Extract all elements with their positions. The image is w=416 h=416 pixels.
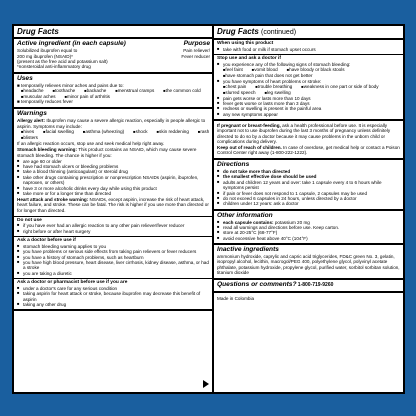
directions-item-bold: ■ do not take more than directed <box>217 169 400 174</box>
allergy-alert-label: Allergy alert: <box>17 118 46 124</box>
bleed-sign: ■ have bloody or black stools <box>287 67 345 73</box>
uses-item: ■ toothache <box>53 88 76 94</box>
ask-doctor-item: ■ you have problems or serious side effects from taking pain relievers or fever reducers <box>17 249 210 254</box>
ask-doctor-item: ■ you have a history of stomach problems, such as heartburn <box>17 255 210 260</box>
pregnancy-label: If pregnant or breast-feeding, <box>217 122 281 128</box>
ask-pharmacist-section <box>14 279 213 311</box>
keep-out-text: In case of overdose, get medical help or contact a Poison Control Center right away (1-800-222-1222). <box>217 144 400 156</box>
when-using-section <box>214 40 403 55</box>
when-using-heading: When using this product <box>217 41 274 47</box>
capsule-contains-label: each capsule contains: <box>223 219 274 225</box>
uses-heading: Uses <box>17 74 33 82</box>
capsule-contains-text: potassium 20 mg <box>274 219 310 225</box>
allergy-item: ■ blisters <box>21 135 38 141</box>
active-line-3: (present as the free acid and potassium salt) <box>17 59 108 65</box>
directions-item: ■ children under 12 years: ask a doctor <box>217 201 400 206</box>
pregnancy-text: ask a health professional before use. It is especially important not to use ibuprofen during the last 3 months of pregnancy unless definitely directed to do so by a doctor because it may cause problems in the unborn child or complications during delivery. <box>217 122 391 144</box>
allergy-item: ■ facial swelling <box>43 129 74 135</box>
stop-use-item: ■ fever gets worse or lasts more than 3 days <box>217 101 400 106</box>
questions-label: Questions or comments? <box>217 280 297 288</box>
continued-label: (continued) <box>261 29 297 36</box>
allergy-symptoms-list <box>17 129 210 140</box>
stop-use-item: ■ pain gets worse or lasts more than 10 days <box>217 96 400 101</box>
other-info-item: ■ read all warnings and directions before use. Keep carton. <box>217 225 400 230</box>
stop-use-item: ■ redness or swelling is present in the painful area <box>217 106 400 111</box>
active-ingredient-heading: Active ingredient (in each capsule) <box>17 40 126 48</box>
allergy-after-text: If an allergic reaction occurs, stop use and seek medical help right away. <box>17 141 165 147</box>
ask-pharmacist-item: ■ taking any other drug <box>17 302 210 307</box>
uses-fever: ■ temporarily reduces fever <box>17 99 73 105</box>
bleed-sign: ■ have stomach pain that does not get better <box>223 73 313 79</box>
active-ingredient-section <box>14 39 213 73</box>
ask-doctor-item: ■ you are taking a diuretic <box>17 271 210 276</box>
purpose-line-2: Fever reducer <box>181 53 210 59</box>
stomach-risk-item: ■ take more or for a longer time than directed <box>17 191 210 196</box>
do-not-use-item: ■ if you have ever had an allergic reaction to any other pain reliever/fever reducer <box>17 223 210 228</box>
other-info-section <box>214 211 403 245</box>
stop-use-item: ■ any new symptoms appear <box>217 112 400 117</box>
heart-warning-text: NSAIDs, except aspirin, increase the risk of heart attack, heart failure, and stroke. These can be fatal. The risk is higher if you use more than directed or for longer than directed. <box>17 196 209 213</box>
heart-signs-list <box>217 84 400 95</box>
uses-list <box>17 88 210 99</box>
other-info-heading: Other information <box>217 211 273 219</box>
directions-item: ■ if pain or fever does not respond to 1 capsule, 2 capsules may be used <box>217 191 400 196</box>
stomach-warning-label: Stomach bleeding warning: <box>17 147 77 153</box>
uses-section <box>14 74 213 109</box>
pregnancy-section <box>214 121 403 160</box>
stop-use-bleed-intro: ■ you experience any of the following signs of stomach bleeding: <box>217 62 400 67</box>
directions-item-bold: ■ the smallest effective dose should be used <box>217 174 400 179</box>
heart-sign: ■ weakness in one part or side of body <box>301 84 378 90</box>
allergy-alert-text: Ibuprofen may cause a severe allergic reaction, especially in people allergic to aspirin. Symptoms may include: <box>17 118 206 129</box>
uses-item: ■ muscular aches <box>21 94 56 100</box>
bleed-signs-list <box>217 67 400 78</box>
do-not-use-heading: Do not use <box>17 217 42 223</box>
allergy-item: ■ skin reddening <box>157 129 189 135</box>
ask-doctor-section <box>14 237 213 279</box>
warnings-section <box>14 109 213 217</box>
stomach-risk-item: ■ take other drugs containing prescription or nonprescription NSAIDs (aspirin, ibuprofen, naproxen, or others) <box>17 175 210 186</box>
warnings-heading: Warnings <box>17 109 47 117</box>
uses-item: ■ the common cold <box>163 88 200 94</box>
heart-sign: ■ slurred speech <box>223 90 256 96</box>
ask-doctor-heading: Ask a doctor before use if <box>17 238 76 244</box>
active-line-4: *nonsteroidal anti-inflammatory drug <box>17 64 91 70</box>
directions-item: ■ adults and children 12 years and over: take 1 capsule every 4 to 6 hours while symptoms persist <box>217 180 400 191</box>
bleed-sign: ■ vomit blood <box>252 67 278 73</box>
uses-item: ■ backache <box>84 88 106 94</box>
uses-item: ■ menstrual cramps <box>115 88 154 94</box>
bleed-sign: ■ feel faint <box>223 67 243 73</box>
active-line-2: 200 mg ibuprofen (NSAID)* <box>17 53 73 59</box>
active-line-1: Solubilized ibuprofen equal to <box>17 48 78 54</box>
directions-item: ■ do not exceed 6 capsules in 24 hours, unless directed by a doctor <box>217 196 400 201</box>
inactive-ingredients-text: ammonium hydroxide, caprylic and capric acid triglycerides, FD&C green No. 3, gelatin, isopropyl alcohol, lecithin, macrogol/PEG 400, polyethylene glycol, polyvinyl acetate phthalate, potassium hydroxide, propylene glycol, purified water, sorbitol sorbitan solution, titanium dioxide <box>217 253 400 276</box>
stop-use-section <box>214 55 403 121</box>
allergy-item: ■ shock <box>133 129 147 135</box>
stomach-risk-item: ■ take a blood thinning (anticoagulant) or steroid drug <box>17 169 210 174</box>
made-in-label: Made in Colombia <box>217 295 255 301</box>
allergy-item: ■ asthma (wheezing) <box>83 129 124 135</box>
drug-facts-right-column <box>212 24 405 394</box>
ask-doctor-item: ■ you have high blood pressure, heart disease, liver cirrhosis, kidney disease, asthma, or had a stroke <box>17 260 210 271</box>
heart-warning-label: Heart attack and stroke warning: <box>17 196 89 202</box>
drug-facts-title-right: Drug Facts <box>217 27 259 36</box>
questions-section <box>214 280 403 293</box>
uses-intro: ■ temporarily relieves minor aches and pains due to: <box>17 82 124 88</box>
allergy-item: ■ rash <box>198 129 209 135</box>
directions-heading: Directions <box>217 161 250 169</box>
purpose-line-1: Pain reliever/ <box>183 48 210 54</box>
stop-use-heart-intro: ■ you have symptoms of heart problems or stroke: <box>217 79 400 84</box>
ask-pharmacist-heading: Ask a doctor or pharmacist before use if you are <box>17 280 128 286</box>
other-info-item: ■ avoid excessive heat above 40°C (104°F) <box>217 236 400 241</box>
do-not-use-section <box>14 217 213 237</box>
purpose-heading: Purpose <box>183 40 210 48</box>
stomach-risk-item: ■ have had stomach ulcers or bleeding problems <box>17 164 210 169</box>
drug-facts-left-column <box>12 24 215 394</box>
keep-out-label: Keep out of reach of children. <box>217 144 282 150</box>
allergy-item: ■ hives <box>21 129 34 135</box>
drug-facts-continued-title <box>214 26 403 40</box>
ask-pharmacist-item: ■ under a doctor's care for any serious condition <box>17 286 210 291</box>
drug-facts-title: Drug Facts <box>14 26 213 39</box>
stomach-risk-item: ■ are age 60 or older <box>17 159 210 164</box>
when-using-item: ■ take with food or milk if stomach upset occurs <box>217 47 400 52</box>
inactive-ingredients-section <box>214 245 403 279</box>
continue-arrow-icon <box>203 380 209 388</box>
stomach-risk-list <box>17 159 210 197</box>
stomach-risk-item: ■ have 3 or more alcoholic drinks every day while using this product <box>17 186 210 191</box>
stop-use-heading: Stop use and ask a doctor if <box>217 56 281 62</box>
ask-doctor-item: ■ stomach bleeding warning applies to you <box>17 244 210 249</box>
ask-pharmacist-item: ■ taking aspirin for heart attack or stroke, because ibuprofen may decrease this benefit of aspirin <box>17 291 210 302</box>
other-info-item: ■ store at 20-25°C (68-77°F) <box>217 230 400 235</box>
inactive-ingredients-heading: Inactive ingredients <box>217 246 279 254</box>
questions-phone: 1-800-719-9260 <box>297 281 334 288</box>
do-not-use-item: ■ right before or after heart surgery <box>17 229 210 234</box>
directions-section <box>214 160 403 211</box>
stomach-warning-text: This product contains an NSAID, which may cause severe stomach bleeding. The chance is higher if you: <box>17 147 197 158</box>
heart-sign: ■ chest pain <box>223 84 246 90</box>
uses-item: ■ headache <box>21 88 44 94</box>
heart-sign: ■ trouble breathing <box>255 84 292 90</box>
uses-item: ■ minor pain of arthritis <box>65 94 110 100</box>
heart-sign: ■ leg swelling <box>265 90 291 96</box>
